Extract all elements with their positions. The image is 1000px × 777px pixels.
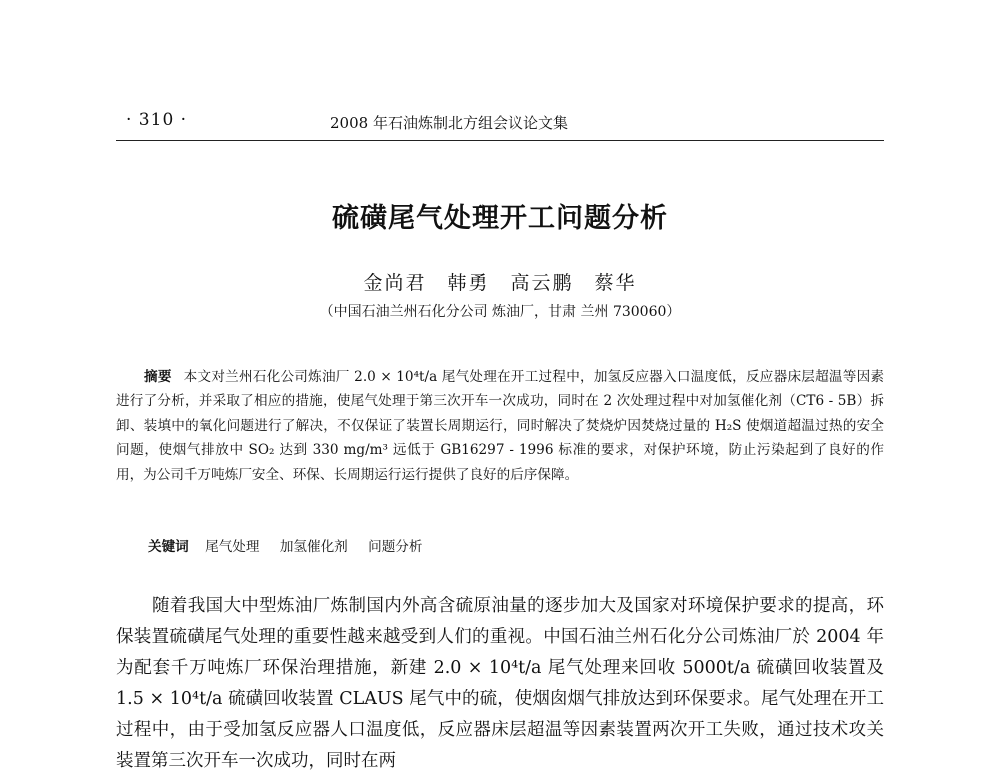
running-header: 2008 年石油炼制北方组会议论文集	[330, 114, 568, 132]
article-title: 硫磺尾气处理开工问题分析	[332, 203, 668, 234]
header-divider	[116, 140, 884, 141]
page-number: · 310 ·	[126, 110, 188, 130]
keywords-label: 关键词	[148, 539, 189, 555]
body-paragraph: 随着我国大中型炼油厂炼制国内外高含硫原油量的逐步加大及国家对环境保护要求的提高，环保装置硫磺尾气处理的重要性越来越受到人们的重视。中国石油兰州石化分公司炼油厂於 2004 年为配套千万吨炼厂环保治理措施，新建 2.0 × 10⁴t/a 尾气处理来回收 5000t/a 硫磺回收装置及 1.5 × 10⁴t/a 硫磺回收装置 CLAUS 尾气中的硫，使烟囱烟气排放达到环保要求。尾气处理在开工过程中，由于受加氢反应器人口温度低，反应器床层超温等因素装置两次开工失败，通过技术攻关装置第三次开车一次成功，同时在两	[116, 596, 884, 771]
affiliation: （中国石油兰州石化分公司 炼油厂，甘肃 兰州 730060）	[319, 304, 681, 320]
keyword: 尾气处理	[205, 539, 260, 555]
keywords	[148, 535, 888, 559]
abstract	[116, 365, 884, 487]
keyword: 问题分析	[368, 539, 423, 555]
keyword: 加氢催化剂	[279, 539, 348, 555]
authors: 金尚君 韩勇 高云鹏 蔡华	[363, 272, 637, 294]
abstract-text: 本文对兰州石化公司炼油厂 2.0 × 10⁴t/a 尾气处理在开工过程中，加氢反应器入口温度低，反应器床层超温等因素进行了分析，并采取了相应的措施，使尾气处理于第三次开车一次成功，同时在 2 次处理过程中对加氢催化剂（CT6 - 5B）拆卸、装填中的氧化问题进行了解决，不仅保证了装置长周期运行，同时解决了焚烧炉因焚烧过量的 H₂S 使烟道超温过热的安全问题，使烟气排放中 SO₂ 达到 330 mg/m³ 远低于 GB16297 - 1996 标准的要求，对保护环境，防止污染起到了良好的作用，为公司千万吨炼厂安全、环保、长周期运行运行提供了良好的后序保障。	[116, 369, 885, 483]
abstract-label: 摘要	[144, 369, 172, 385]
